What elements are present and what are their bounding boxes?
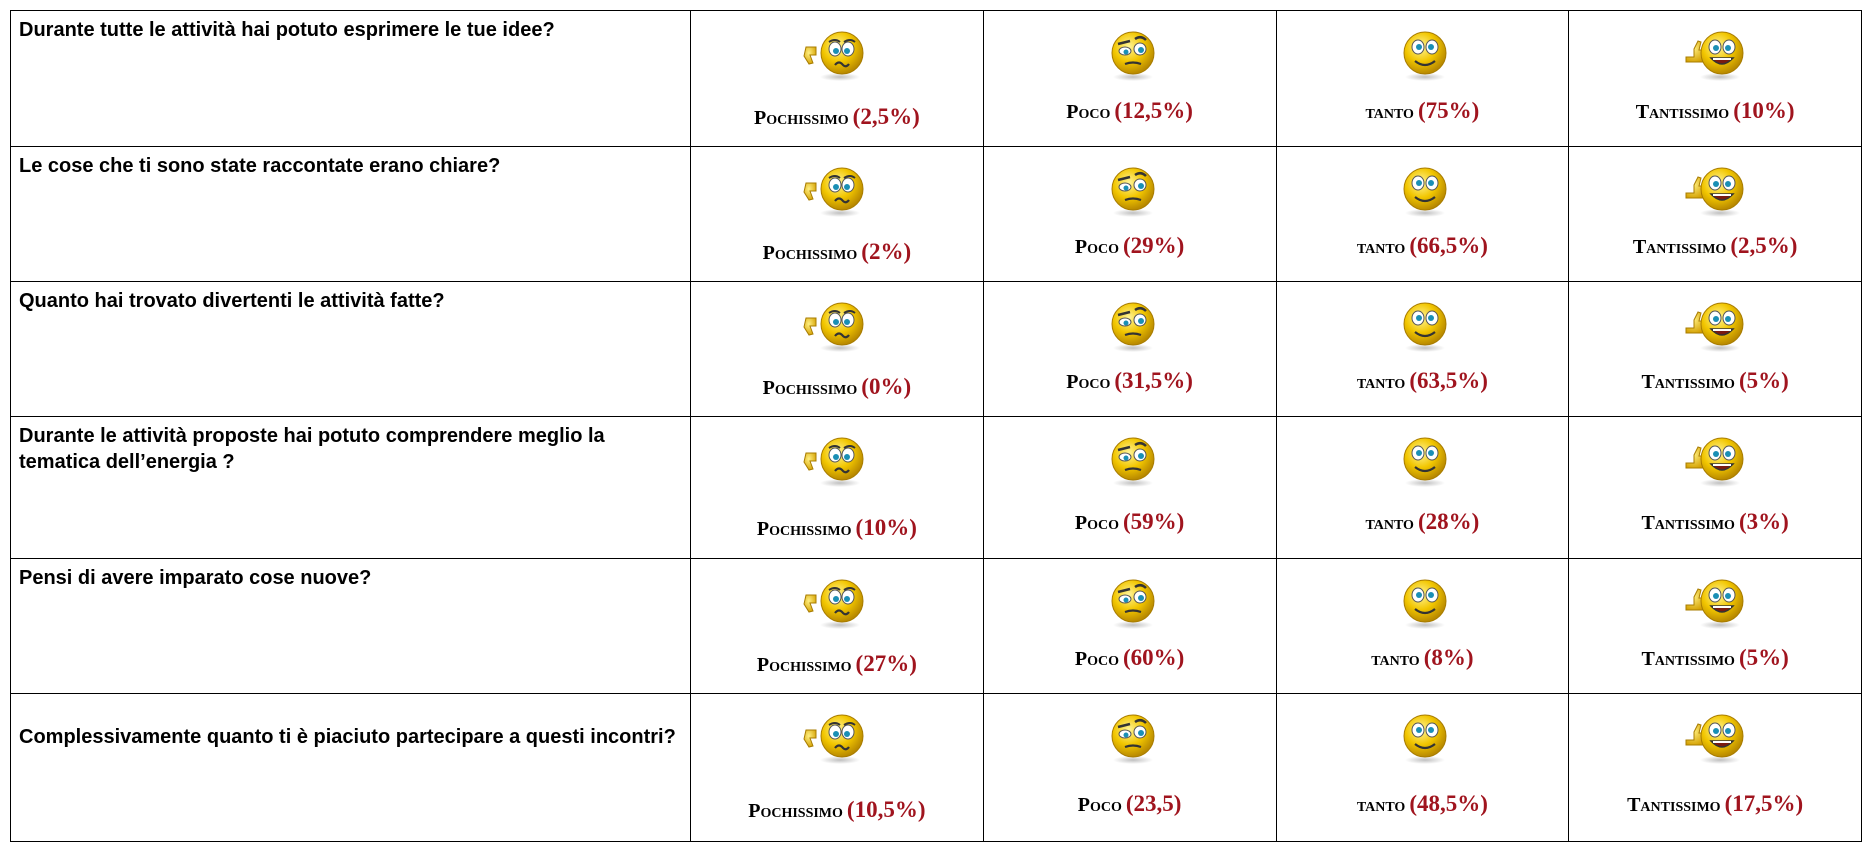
thumbs-up-face-icon: [1680, 433, 1750, 489]
answer-content: [1277, 694, 1569, 823]
answer-content: [984, 694, 1276, 823]
answer-option-name: Tantissimo: [1641, 371, 1735, 394]
skeptical-face-icon: [1095, 575, 1165, 631]
answer-content: [1569, 147, 1861, 265]
answer-cell-poco: [983, 559, 1276, 694]
answer-percentage: (75%): [1417, 98, 1480, 123]
answer-label: [1569, 509, 1861, 535]
answer-option-name: tanto: [1356, 371, 1406, 394]
answer-option-name: Tantissimo: [1641, 512, 1735, 535]
thumbs-down-face-icon: [802, 710, 872, 766]
answer-cell-tanto: [1276, 147, 1569, 282]
skeptical-face-icon: [1095, 710, 1165, 766]
skeptical-face-icon: [1095, 163, 1165, 219]
answer-label: [691, 651, 983, 677]
answer-content: [984, 11, 1276, 130]
answer-cell-tanto: [1276, 694, 1569, 842]
answer-cell-poco: [983, 417, 1276, 559]
answer-label: [691, 374, 983, 400]
answer-option-name: Pochissimo: [748, 800, 843, 823]
answer-label: [691, 515, 983, 541]
thumbs-up-face-icon: [1680, 575, 1750, 631]
answer-option-name: Pochissimo: [756, 518, 852, 541]
smiling-face-icon: [1387, 163, 1457, 219]
answer-percentage: (2,5%): [1730, 233, 1798, 259]
answer-percentage: (63,5%): [1409, 368, 1488, 394]
question-row: [11, 11, 1862, 147]
answer-cell-tantissimo: [1569, 282, 1862, 417]
answer-content: [1277, 559, 1569, 677]
answer-cell-tantissimo: [1569, 417, 1862, 559]
answer-label: [691, 104, 983, 130]
answer-content: [1569, 694, 1861, 823]
answer-percentage: (5%): [1738, 368, 1789, 394]
question-row: [11, 147, 1862, 282]
answer-option-name: Poco: [1077, 794, 1122, 817]
answer-option-name: tanto: [1365, 101, 1414, 123]
answer-percentage: (29%): [1123, 233, 1185, 259]
answer-cell-tanto: [1276, 282, 1569, 417]
answer-content: [1569, 559, 1861, 677]
answer-label: [1569, 645, 1861, 671]
answer-label: [1569, 98, 1861, 124]
answer-cell-tanto: [1276, 11, 1569, 147]
answer-cell-pochissimo: [691, 282, 984, 417]
answer-cell-tantissimo: [1569, 147, 1862, 282]
thumbs-up-face-icon: [1680, 163, 1750, 219]
answer-cell-tantissimo: [1569, 559, 1862, 694]
answer-percentage: (59%): [1123, 509, 1185, 535]
question-text: Quanto hai trovato divertenti le attività fatte?: [19, 290, 445, 313]
answer-percentage: (3%): [1738, 509, 1789, 535]
answer-label: [984, 368, 1276, 394]
answer-percentage: (60%): [1123, 645, 1185, 671]
question-cell: [11, 559, 691, 694]
answer-cell-pochissimo: [691, 11, 984, 147]
answer-label: [1569, 791, 1861, 817]
question-cell: [11, 282, 691, 417]
answer-label: [1277, 233, 1569, 259]
answer-cell-tanto: [1276, 417, 1569, 559]
question-text: Le cose che ti sono state raccontate erano chiare?: [19, 155, 501, 178]
smiling-face-icon: [1387, 298, 1457, 354]
question-cell: [11, 147, 691, 282]
answer-option-name: tanto: [1371, 648, 1420, 671]
answer-percentage: (66,5%): [1409, 233, 1488, 259]
answer-content: [691, 282, 983, 400]
thumbs-down-face-icon: [802, 27, 872, 83]
question-text: Complessivamente quanto ti è piaciuto partecipare a questi incontri?: [19, 726, 676, 749]
question-cell: [11, 694, 691, 842]
answer-label: [984, 98, 1276, 124]
answer-option-name: Poco: [1066, 101, 1111, 123]
answer-cell-pochissimo: [691, 147, 984, 282]
answer-content: [691, 417, 983, 541]
answer-percentage: (23,5): [1125, 791, 1182, 817]
answer-percentage: (0%): [861, 374, 912, 400]
answer-content: [691, 147, 983, 265]
answer-content: [691, 11, 983, 130]
answer-cell-poco: [983, 11, 1276, 147]
thumbs-down-face-icon: [802, 163, 872, 219]
answer-option-name: Pochissimo: [762, 377, 858, 400]
smiling-face-icon: [1387, 27, 1457, 83]
answer-option-name: Tantissimo: [1632, 236, 1727, 259]
answer-label: [984, 791, 1276, 817]
skeptical-face-icon: [1095, 27, 1165, 83]
answer-cell-poco: [983, 147, 1276, 282]
survey-table: [10, 10, 1862, 842]
answer-cell-tanto: [1276, 559, 1569, 694]
question-cell: [11, 417, 691, 559]
answer-cell-pochissimo: [691, 417, 984, 559]
answer-percentage: (2,5%): [852, 104, 920, 129]
answer-option-name: Poco: [1074, 648, 1120, 671]
thumbs-down-face-icon: [802, 298, 872, 354]
thumbs-up-face-icon: [1680, 710, 1750, 766]
answer-content: [1569, 417, 1861, 541]
answer-cell-pochissimo: [691, 694, 984, 842]
thumbs-up-face-icon: [1680, 27, 1750, 83]
answer-label: [1277, 645, 1569, 671]
answer-label: [1277, 368, 1569, 394]
answer-label: [691, 239, 983, 265]
answer-percentage: (48,5%): [1409, 791, 1488, 817]
answer-label: [1277, 791, 1569, 817]
answer-label: [1569, 368, 1861, 394]
answer-content: [1277, 417, 1569, 541]
answer-option-name: Poco: [1074, 512, 1120, 535]
answer-option-name: tanto: [1356, 794, 1406, 817]
answer-option-name: tanto: [1356, 236, 1406, 259]
answer-content: [984, 417, 1276, 541]
answer-content: [984, 559, 1276, 677]
thumbs-down-face-icon: [802, 575, 872, 631]
smiling-face-icon: [1387, 433, 1457, 489]
answer-percentage: (28%): [1417, 509, 1480, 535]
answer-content: [691, 694, 983, 823]
answer-percentage: (2%): [861, 239, 912, 265]
question-row: [11, 282, 1862, 417]
answer-content: [691, 559, 983, 677]
question-row: [11, 417, 1862, 559]
answer-label: [984, 233, 1276, 259]
answer-cell-poco: [983, 282, 1276, 417]
answer-label: [984, 509, 1276, 535]
smiling-face-icon: [1387, 710, 1457, 766]
question-text: Durante le attività proposte hai potuto comprendere meglio la tematica dell’energia ?: [19, 425, 605, 474]
answer-percentage: (31,5%): [1114, 368, 1193, 394]
answer-cell-pochissimo: [691, 559, 984, 694]
thumbs-up-face-icon: [1680, 298, 1750, 354]
answer-option-name: Tantissimo: [1641, 648, 1735, 671]
answer-label: [1569, 233, 1861, 259]
answer-content: [984, 282, 1276, 400]
answer-label: [1277, 509, 1569, 535]
answer-percentage: (12,5%): [1114, 98, 1193, 123]
smiling-face-icon: [1387, 575, 1457, 631]
answer-label: [984, 645, 1276, 671]
thumbs-down-face-icon: [802, 433, 872, 489]
answer-option-name: Pochissimo: [753, 107, 849, 129]
question-row: [11, 694, 1862, 842]
answer-label: [691, 797, 983, 823]
skeptical-face-icon: [1095, 433, 1165, 489]
answer-cell-tantissimo: [1569, 11, 1862, 147]
answer-content: [1277, 147, 1569, 265]
answer-content: [1277, 11, 1569, 130]
answer-option-name: Pochissimo: [762, 242, 858, 265]
answer-option-name: Tantissimo: [1635, 101, 1730, 123]
question-cell: [11, 11, 691, 147]
answer-option-name: Tantissimo: [1627, 794, 1721, 817]
answer-content: [1569, 282, 1861, 400]
answer-percentage: (8%): [1423, 645, 1474, 671]
question-text: Pensi di avere imparato cose nuove?: [19, 567, 372, 590]
answer-content: [984, 147, 1276, 265]
answer-percentage: (10%): [855, 515, 917, 541]
question-row: [11, 559, 1862, 694]
answer-percentage: (27%): [855, 651, 917, 677]
answer-content: [1569, 11, 1861, 130]
answer-cell-tantissimo: [1569, 694, 1862, 842]
answer-content: [1277, 282, 1569, 400]
answer-percentage: (5%): [1738, 645, 1789, 671]
answer-option-name: Pochissimo: [756, 654, 852, 677]
question-text: Durante tutte le attività hai potuto esprimere le tue idee?: [19, 19, 555, 41]
answer-option-name: Poco: [1074, 236, 1120, 259]
answer-cell-poco: [983, 694, 1276, 842]
answer-percentage: (17,5%): [1724, 791, 1804, 817]
answer-label: [1277, 98, 1569, 124]
answer-option-name: Poco: [1066, 371, 1111, 394]
answer-option-name: tanto: [1365, 512, 1414, 535]
skeptical-face-icon: [1095, 298, 1165, 354]
answer-percentage: (10,5%): [846, 797, 926, 823]
answer-percentage: (10%): [1733, 98, 1795, 123]
